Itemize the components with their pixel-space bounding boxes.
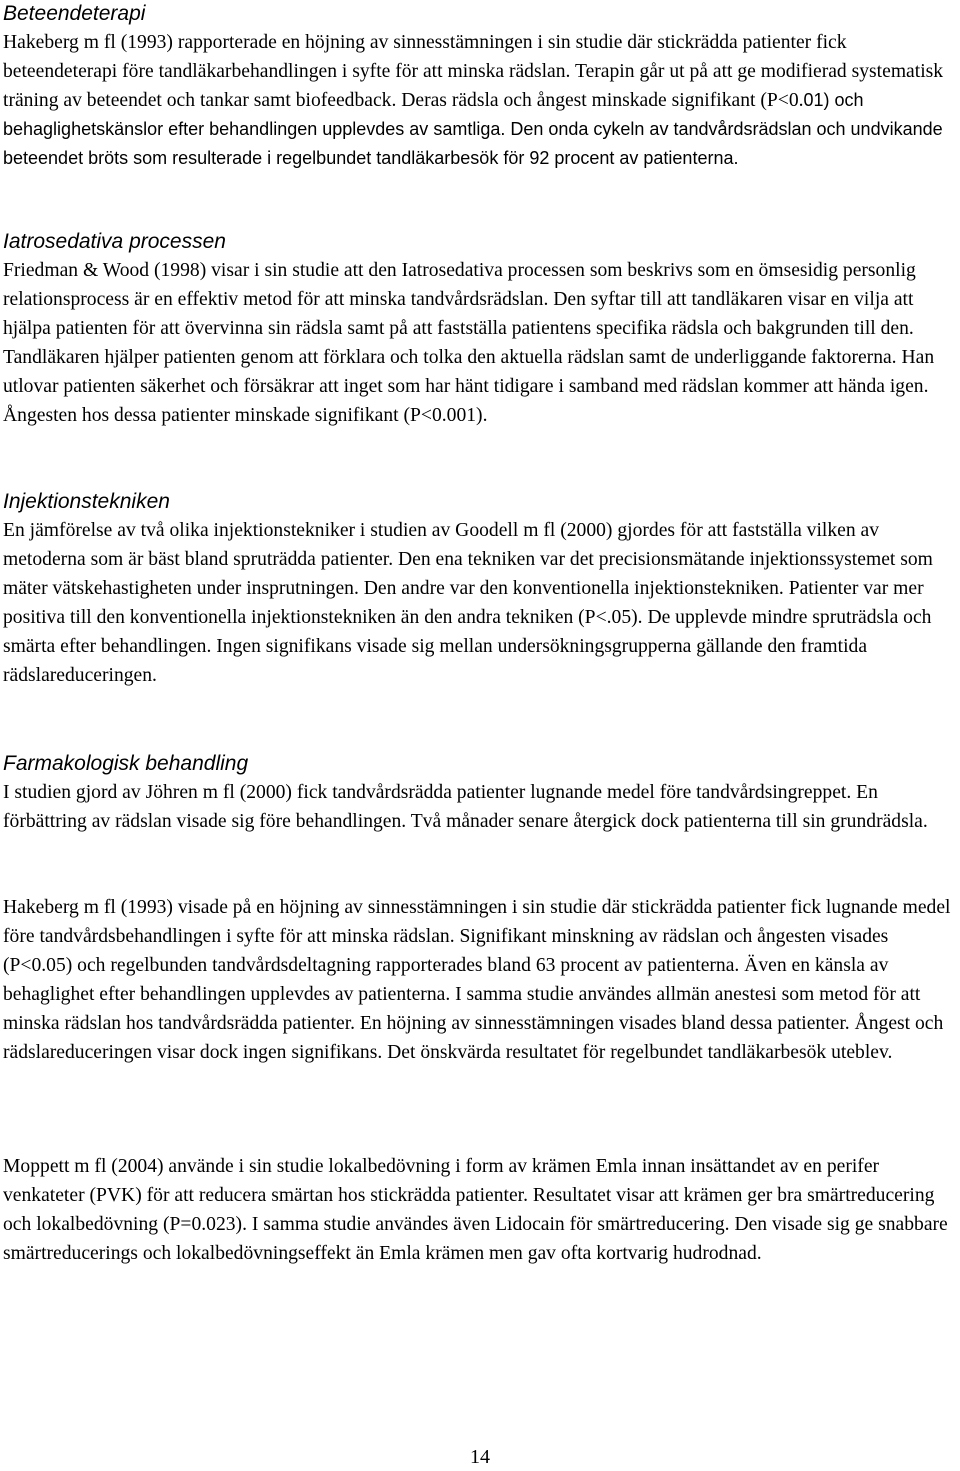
paragraph-farmakologisk: I studien gjord av Jöhren m fl (2000) fick tandvårdsrädda patienter lugnande medel före tandvårdsingreppet. En förbättring av rädslan visade sig före behandlingen. Två månader senare återgick dock patienterna till sin grundrädsla. [3, 782, 928, 832]
section-iatrosedativa [3, 228, 958, 430]
paragraph-beteendeterapi-part1: Hakeberg m fl (1993) rapporterade en höjning av sinnesstämningen i sin studie där stickrädda patienter fick beteendeterapi före tandläkarbehandlingen i syfte för att minska rädslan. Terapin går ut på att ge modifierad systematisk träning av beteendet och tankar samt biofeedback. Deras rädsla och ångest minskade signifikant (P<0. [3, 32, 944, 111]
paragraph-hakeberg-1993: Hakeberg m fl (1993) visade på en höjning av sinnesstämningen i sin studie där stickrädda patienter fick lugnande medel före tandvårdsbehandlingen i syfte för att minska rädslan. Signifikant minskning av rädslan och ångesten visades (P<0.05) och regelbunden tandvårdsdeltagning rapporterades bland 63 procent av patienterna. Även en känsla av behaglighet efter behandlingen upplevdes av patienterna. I samma studie användes allmän anestesi som metod för att minska rädslan hos tandvårdsrädda patienter. En höjning av sinnesstämningen visades bland dessa patienter. Ångest och rädslareduceringen visar dock ingen signifikans. Det önskvärda resultatet för regelbundet tandläkarbesök uteblev. [3, 897, 951, 1063]
section-farmakologisk [3, 750, 958, 836]
section-beteendeterapi [3, 0, 958, 173]
heading-farmakologisk: Farmakologisk behandling [3, 752, 249, 775]
heading-beteendeterapi: Beteendeterapi [3, 2, 146, 25]
paragraph-iatrosedativa: Friedman & Wood (1998) visar i sin studie att den Iatrosedativa processen som beskrivs som en ömsesidig personlig relationsprocess är en effektiv metod för att minska tandvårdsrädslan. Den syftar till att tandläkaren visar en vilja att hjälpa patienten för att övervinna sin rädsla samt på att fastställa patientens specifika rädsla och bakgrunden till den. Tandläkaren hjälper patienten genom att förklara och tolka den aktuella rädslan samt de underliggande faktorerna. Han utlovar patienten säkerhet och försäkrar att inget som har hänt tidigare i samband med rädslan kommer att hända igen. Ångesten hos dessa patienter minskade signifikant (P<0.001). [3, 260, 935, 426]
heading-iatrosedativa: Iatrosedativa processen [3, 230, 226, 253]
section-moppett-2004 [3, 1152, 958, 1268]
section-hakeberg-1993 [3, 893, 958, 1067]
paragraph-moppett-2004: Moppett m fl (2004) använde i sin studie lokalbedövning i form av krämen Emla innan insättandet av en perifer venkateter (PVK) för att reducera smärtan hos stickrädda patienter. Resultatet visar att krämen ger bra smärtreducering och lokalbedövning (P=0.023). I samma studie användes även Lidocain för smärtreducering. Den visade sig ge snabbare smärtreducerings och lokalbedövningseffekt än Emla krämen men gav ofta kortvarig hudrodnad. [3, 1156, 948, 1264]
paragraph-beteendeterapi-part2: 01) och behaglighetskänslor efter behandlingen upplevdes av samtliga. Den onda cykeln av tandvårdsrädslan och undvikande beteendet bröts som resulterade i regelbundet tandläkarbesök för 92 procent av patienterna. [3, 90, 943, 168]
paragraph-injektionstekniken: En jämförelse av två olika injektionstekniker i studien av Goodell m fl (2000) gjordes för att fastställa vilken av metoderna som är bäst bland spruträdda patienter. Den ena tekniken var det precisionsmätande injektionssystemet som mäter vätskehastigheten under insprutningen. Den andre var den konventionella injektionstekniken. Patienter var mer positiva till den konventionella injektionstekniken än den andra tekniken (P<.05). De upplevde mindre spruträdsla och smärta efter behandlingen. Ingen signifikans visade sig mellan undersökningsgrupperna gällande den framtida rädslareduceringen. [3, 520, 933, 686]
heading-injektionstekniken: Injektionstekniken [3, 490, 170, 513]
page-number: 14 [470, 1446, 490, 1468]
section-injektionstekniken [3, 488, 958, 690]
paragraph-beteendeterapi [3, 28, 958, 173]
